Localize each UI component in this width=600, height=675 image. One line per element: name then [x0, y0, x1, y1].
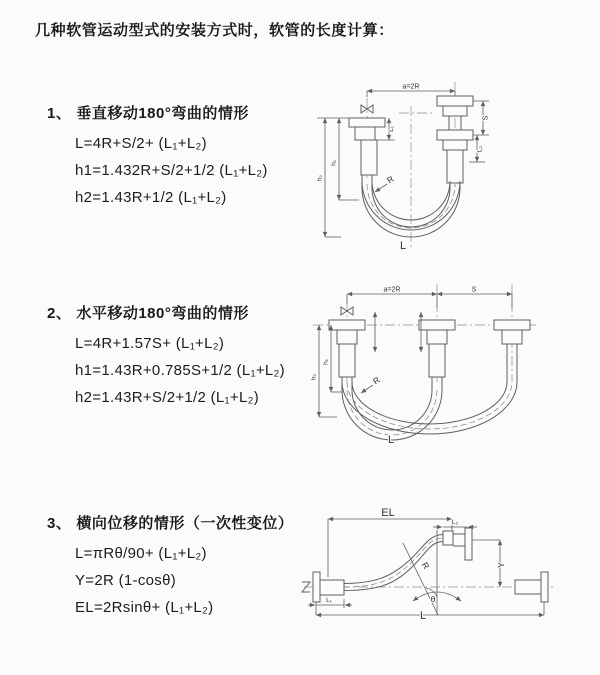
section-3-heading	[47, 512, 293, 533]
length-label: L	[399, 240, 407, 252]
length-label: L	[387, 434, 395, 446]
hose-upper-wall	[344, 535, 443, 584]
dim-label-a2r: a=2R	[402, 83, 420, 91]
flange-left	[329, 320, 365, 330]
formula-h1: h1=1.43R+0.785S+1/2 (L₁+L₂)	[75, 362, 285, 379]
section-1-formulas	[75, 130, 268, 211]
pipe-upper-right	[453, 534, 465, 546]
fitting-left	[337, 330, 357, 344]
formula-EL: EL=2Rsinθ+ (L₁+L₂)	[75, 599, 214, 616]
page-title: 几种软管运动型式的安装方式时，软管的长度计算：	[35, 22, 394, 39]
flange-right-upper	[437, 96, 473, 106]
section-horizontal-180	[47, 302, 285, 411]
section-3-formulas	[75, 540, 293, 621]
fitting-right-upper	[443, 106, 467, 116]
flange-right-lower	[437, 130, 473, 140]
section-1-number: 1、	[47, 105, 72, 122]
section-vertical-180	[47, 102, 268, 211]
lateral-displacement-diagram	[301, 503, 577, 647]
dim-label-L2: L₂	[451, 519, 459, 526]
dim-label-L2: L₂	[476, 145, 484, 153]
fitting-lower-right	[515, 580, 541, 594]
dim-label-h2: h₂	[311, 373, 318, 381]
flange-lower-right	[541, 572, 548, 602]
dim-label-a2r: a=2R	[383, 286, 401, 294]
radius-leader	[361, 385, 373, 393]
horizontal-180-bend-diagram	[311, 282, 559, 452]
dim-label-EL: EL	[381, 507, 395, 519]
flange-right	[494, 320, 530, 330]
formula-h2: h2=1.43R+1/2 (L₁+L₂)	[75, 189, 227, 206]
radius-label: R	[419, 560, 432, 571]
dim-label-h1: h₁	[322, 359, 330, 365]
fitting-upper-right	[443, 531, 453, 545]
formula-L: L=4R+S/2+ (L₁+L₂)	[75, 135, 207, 152]
section-lateral-displacement	[47, 512, 293, 621]
braid-left	[361, 140, 377, 175]
radius-label: R	[384, 173, 396, 186]
section-3-number: 3、	[47, 515, 72, 532]
section-2-heading-text: 水平移动180°弯曲的情形	[76, 305, 249, 322]
vertical-180-bend-diagram	[303, 78, 545, 254]
radius-label: R	[370, 374, 382, 387]
hose-legs	[342, 374, 442, 390]
section-1-heading	[47, 102, 268, 123]
dim-label-S: S	[482, 115, 490, 121]
formula-Y: Y=2R (1-cosθ)	[75, 572, 177, 589]
braid-left	[339, 344, 355, 377]
flange-middle	[419, 320, 455, 330]
formula-L: L=4R+1.57S+ (L₁+L₂)	[75, 335, 225, 352]
angle-label: θ	[430, 594, 436, 604]
section-2-heading	[47, 302, 285, 323]
section-2-number: 2、	[47, 305, 72, 322]
section-2-formulas	[75, 330, 285, 411]
fitting-left	[320, 580, 344, 595]
radius-leader	[375, 184, 387, 192]
dim-extension	[328, 519, 452, 577]
flange-left	[313, 572, 320, 602]
formula-L: L=πRθ/90+ (L₁+L₂)	[75, 545, 207, 562]
fitting-left	[355, 127, 375, 140]
dim-label-L1: L₁	[326, 597, 332, 604]
dim-label-L: L	[419, 610, 427, 622]
dim-label-L1: L₁	[388, 126, 395, 132]
dim-label-h2: h₂	[316, 174, 324, 182]
dim-label-S: S	[471, 286, 477, 294]
dim-extension	[347, 294, 512, 308]
section-3-heading-text: 横向位移的情形（一次性变位）	[76, 515, 294, 532]
braid-middle	[429, 344, 445, 377]
fitting-right	[502, 330, 522, 344]
fitting-middle	[427, 330, 447, 344]
radius-line	[403, 543, 438, 615]
flange-left	[349, 118, 385, 127]
braid-right	[447, 150, 463, 183]
dim-label-h1: h₁	[330, 160, 338, 166]
fitting-right-lower	[443, 140, 467, 150]
formula-h2: h2=1.43R+S/2+1/2 (L₁+L₂)	[75, 389, 260, 406]
section-1-heading-text: 垂直移动180°弯曲的情形	[76, 105, 249, 122]
flange-upper-right	[465, 528, 472, 560]
formula-h1: h1=1.432R+S/2+1/2 (L₁+L₂)	[75, 162, 268, 179]
dim-label-Y: Y	[496, 562, 506, 568]
